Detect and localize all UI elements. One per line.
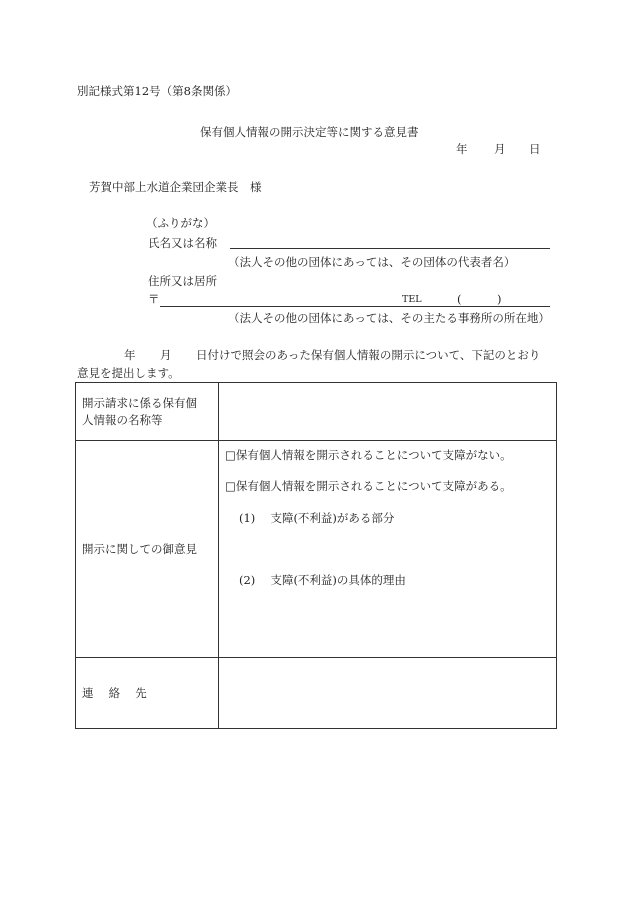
request-info-field[interactable]	[219, 383, 557, 441]
opinion-label	[76, 441, 219, 658]
address-note: （法人その他の団体にあっては、その主たる事務所の所在地）	[228, 311, 550, 325]
option-issue-checkbox[interactable]: □保有個人情報を開示されることについて支障がある。	[225, 479, 512, 493]
address-label: 住所又は居所	[148, 274, 217, 288]
date-month-label: 月	[494, 142, 506, 156]
body-line1: 日付けで照会のあった保有個人情報の開示について、下記のとおり	[196, 348, 541, 362]
body-month: 月	[160, 348, 172, 362]
addressee: 芳賀中部上水道企業団企業長 様	[89, 180, 262, 194]
tel-paren-open: (	[457, 292, 462, 306]
date-year-label: 年	[456, 142, 468, 156]
contact-label-text: 連 絡 先	[82, 685, 147, 700]
table-row	[76, 383, 557, 441]
name-note: （法人その他の団体にあっては、その団体の代表者名）	[228, 255, 516, 269]
request-info-label-text: 開示請求に係る保有個人情報の名称等	[82, 395, 197, 427]
furigana-label: （ふりがな）	[146, 216, 215, 230]
date-day-label: 日	[529, 142, 541, 156]
address-underline[interactable]	[160, 306, 550, 307]
form-number: 別記様式第12号（第8条関係）	[77, 84, 237, 98]
request-info-label	[76, 383, 219, 441]
tel-label: TEL	[402, 294, 422, 305]
body-year: 年	[124, 348, 136, 362]
table-row	[76, 658, 557, 729]
document-title: 保有個人情報の開示決定等に関する意見書	[200, 125, 419, 139]
option-no-issue-checkbox[interactable]: □保有個人情報を開示されることについて支障がない。	[225, 448, 512, 462]
contact-label	[76, 658, 219, 729]
opinion-table	[75, 382, 557, 729]
contact-field[interactable]	[219, 658, 557, 729]
opinion-label-text: 開示に関しての御意見	[82, 541, 197, 556]
name-underline[interactable]	[230, 248, 550, 249]
body-line2: 意見を提出します。	[77, 366, 180, 380]
postal-mark: 〒	[148, 292, 160, 306]
issue-reason-item: (2) 支障(不利益)の具体的理由	[239, 573, 406, 587]
issue-part-item: (1) 支障(不利益)がある部分	[239, 511, 395, 525]
name-label: 氏名又は名称	[148, 236, 217, 250]
tel-paren-close: )	[497, 292, 502, 306]
opinion-field	[219, 441, 557, 658]
table-row	[76, 441, 557, 658]
